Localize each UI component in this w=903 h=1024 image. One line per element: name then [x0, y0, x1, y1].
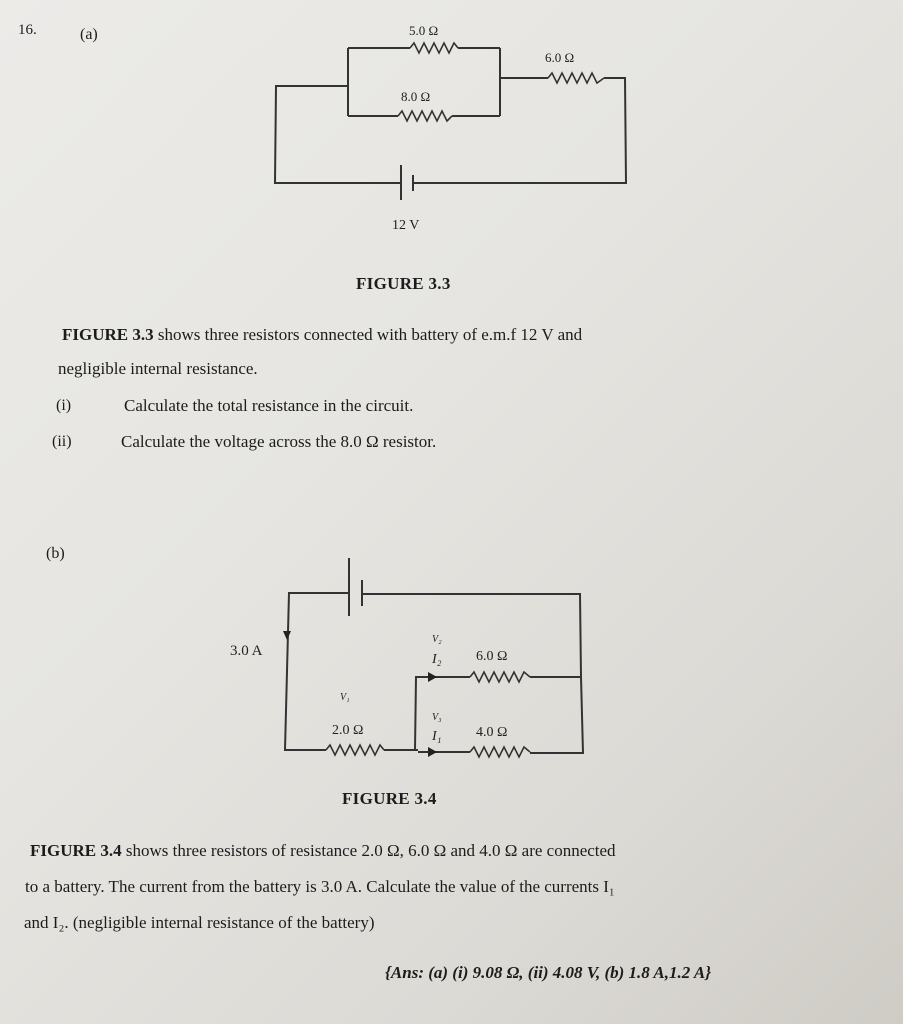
- resistor-6ohm-b-zigzag: [470, 672, 530, 682]
- figure-3-3-caption: FIGURE 3.3: [356, 274, 451, 293]
- item-i-text: Calculate the total resistance in the circuit.: [124, 396, 414, 415]
- figure-3-4-caption: FIGURE 3.4: [342, 789, 437, 808]
- wire-branch-upper: [415, 677, 470, 750]
- item-ii-label: (ii): [52, 433, 72, 450]
- part-a-figure-ref: FIGURE 3.3: [62, 325, 154, 344]
- label-8ohm: 8.0 Ω: [401, 89, 431, 104]
- label-2ohm: 2.0 Ω: [332, 723, 364, 738]
- label-4ohm: 4.0 Ω: [476, 725, 508, 740]
- mark-v2: V₂: [432, 634, 442, 645]
- label-i2: I₂: [432, 652, 442, 667]
- current-arrow-upper: [428, 672, 437, 682]
- resistor-2ohm-zigzag: [326, 745, 384, 755]
- label-5ohm: 5.0 Ω: [409, 23, 439, 38]
- label-6ohm-b: 6.0 Ω: [476, 649, 508, 664]
- item-ii-text: Calculate the voltage across the 8.0 Ω resistor.: [121, 432, 437, 451]
- label-i1: I₁: [432, 729, 442, 744]
- wire-right-top: [362, 594, 581, 677]
- question-number: 16.: [18, 22, 37, 38]
- part-a-description-line2: negligible internal resistance.: [58, 359, 258, 378]
- part-b-figure-ref: FIGURE 3.4: [30, 841, 122, 860]
- label-3a: 3.0 A: [230, 643, 263, 659]
- part-a-description-text: shows three resistors connected with battery of e.m.f 12 V and: [153, 325, 583, 344]
- wire-branch-lower-right: [530, 677, 583, 753]
- label-6ohm: 6.0 Ω: [545, 50, 575, 65]
- part-b-description-line1: [30, 834, 616, 867]
- part-b-description-text: shows three resistors of resistance 2.0 Ω, 6.0 Ω and 4.0 Ω are connected: [121, 841, 616, 860]
- mark-v3: V₃: [432, 712, 442, 723]
- part-b-description-line2: to a battery. The current from the battery is 3.0 A. Calculate the value of the currents I₁: [25, 877, 615, 896]
- label-12v: 12 V: [392, 218, 420, 233]
- resistor-4ohm-zigzag: [470, 747, 530, 757]
- current-arrow-down: [283, 631, 291, 640]
- current-arrow-lower: [428, 747, 437, 757]
- mark-v1: V₁: [340, 692, 350, 703]
- part-b-label: (b): [46, 545, 65, 562]
- answer-key: {Ans: (a) (i) 9.08 Ω, (ii) 4.08 V, (b) 1.8 A,1.2 A}: [385, 963, 712, 982]
- part-a-label: (a): [80, 26, 98, 43]
- part-b-description-line3: and I₂. (negligible internal resistance of the battery): [24, 913, 375, 932]
- item-i-label: (i): [56, 397, 72, 414]
